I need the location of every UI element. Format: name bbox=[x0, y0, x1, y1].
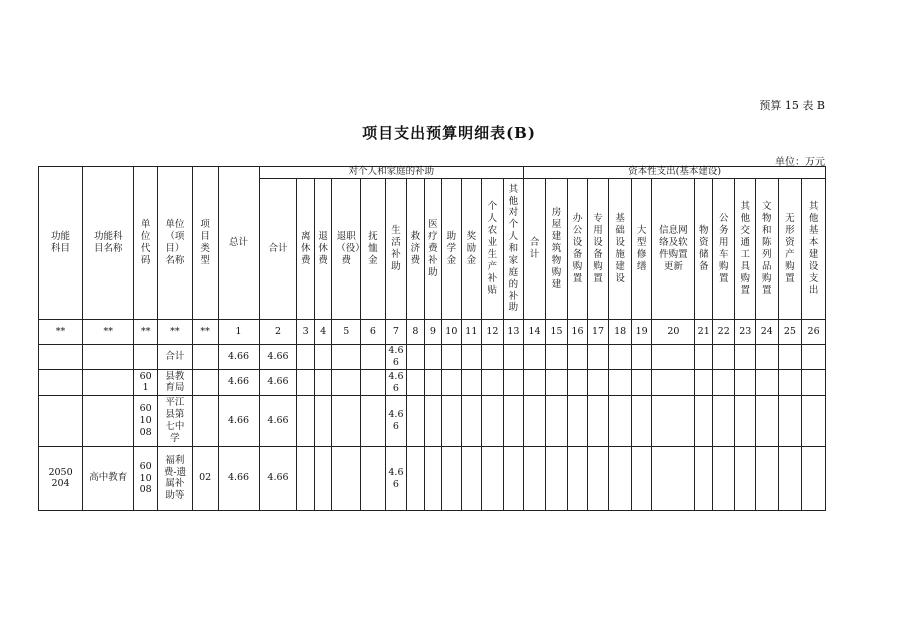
header-p-jiangli: 奖励金 bbox=[461, 179, 482, 320]
header-c-gongwu: 公务用车购置 bbox=[712, 179, 735, 320]
index-cell: ** bbox=[192, 320, 218, 345]
index-cell: 10 bbox=[442, 320, 461, 345]
cell-func: 2050204 bbox=[39, 447, 83, 511]
table-code: 预算 15 表 B bbox=[759, 99, 825, 112]
cell-p-shenghuo: 4.66 bbox=[385, 370, 407, 396]
cell-func-name bbox=[83, 396, 134, 447]
header-c-zhuanyong: 专用设备购置 bbox=[587, 179, 609, 320]
header-unit-code: 单位代码 bbox=[134, 167, 158, 320]
cell-p-total: 4.66 bbox=[259, 370, 297, 396]
index-cell: ** bbox=[157, 320, 192, 345]
header-c-jichu: 基础设施建设 bbox=[609, 179, 632, 320]
index-cell: 2 bbox=[259, 320, 297, 345]
cell-p-shenghuo: 4.66 bbox=[385, 345, 407, 370]
group-capital: 资本性支出(基本建设) bbox=[524, 167, 826, 179]
index-cell: ** bbox=[39, 320, 83, 345]
index-cell: 22 bbox=[712, 320, 735, 345]
cell-unit-name: 福利费-遗属补助等 bbox=[157, 447, 192, 511]
cell-func-name: 高中教育 bbox=[83, 447, 134, 511]
cell-func-name bbox=[83, 370, 134, 396]
index-cell: ** bbox=[134, 320, 158, 345]
header-p-fuxu: 抚恤金 bbox=[361, 179, 386, 320]
index-cell: 7 bbox=[385, 320, 407, 345]
index-cell: 26 bbox=[802, 320, 826, 345]
header-p-other: 其他对个人和家庭的补助 bbox=[503, 179, 524, 320]
index-cell: 13 bbox=[503, 320, 524, 345]
header-c-wuxing: 无形资产购置 bbox=[778, 179, 802, 320]
cell-p-total: 4.66 bbox=[259, 345, 297, 370]
header-c-total: 合计 bbox=[524, 179, 546, 320]
header-c-fangwu: 房屋建筑物购建 bbox=[545, 179, 568, 320]
cell-unit-name: 合计 bbox=[157, 345, 192, 370]
cell-func bbox=[39, 370, 83, 396]
cell-unit-code bbox=[134, 345, 158, 370]
index-cell: 6 bbox=[361, 320, 386, 345]
table-row bbox=[39, 447, 826, 511]
header-p-shenghuo: 生活补助 bbox=[385, 179, 407, 320]
index-cell: 18 bbox=[609, 320, 632, 345]
cell-total: 4.66 bbox=[218, 370, 259, 396]
index-cell: 1 bbox=[218, 320, 259, 345]
header-p-total: 合计 bbox=[259, 179, 297, 320]
cell-type bbox=[192, 396, 218, 447]
cell-total: 4.66 bbox=[218, 396, 259, 447]
index-cell: 24 bbox=[756, 320, 779, 345]
page-title: 项目支出预算明细表(B) bbox=[362, 124, 536, 142]
header-c-bangong: 办公设备购置 bbox=[568, 179, 587, 320]
cell-p-shenghuo: 4.66 bbox=[385, 396, 407, 447]
budget-table bbox=[38, 166, 826, 511]
cell-unit-code: 601 bbox=[134, 370, 158, 396]
header-proj-type: 项目类型 bbox=[192, 167, 218, 320]
index-cell: 15 bbox=[545, 320, 568, 345]
header-p-jiuji: 救济费 bbox=[407, 179, 424, 320]
cell-p-total: 4.66 bbox=[259, 396, 297, 447]
header-c-daxing: 大型修缮 bbox=[631, 179, 652, 320]
index-cell: 23 bbox=[735, 320, 756, 345]
cell-func bbox=[39, 396, 83, 447]
index-cell: 8 bbox=[407, 320, 424, 345]
index-cell: 20 bbox=[652, 320, 695, 345]
cell-unit-name: 县教育局 bbox=[157, 370, 192, 396]
index-cell: 3 bbox=[297, 320, 314, 345]
cell-p-shenghuo: 4.66 bbox=[385, 447, 407, 511]
cell-type: 02 bbox=[192, 447, 218, 511]
cell-unit-code: 601008 bbox=[134, 396, 158, 447]
header-total: 总计 bbox=[218, 167, 259, 320]
header-unit-name: 单位（项目）名称 bbox=[157, 167, 192, 320]
table-row bbox=[39, 370, 826, 396]
index-cell: 5 bbox=[332, 320, 361, 345]
index-cell: 11 bbox=[461, 320, 482, 345]
header-c-wenwu: 文物和陈列品购置 bbox=[756, 179, 779, 320]
header-p-zhuxue: 助学金 bbox=[442, 179, 461, 320]
index-cell: 17 bbox=[587, 320, 609, 345]
index-cell: 12 bbox=[482, 320, 504, 345]
unit-label: 单位：万元 bbox=[775, 157, 825, 168]
header-func-name: 功能科目名称 bbox=[83, 167, 134, 320]
header-p-nongye: 个人农业生产补贴 bbox=[482, 179, 504, 320]
index-cell: ** bbox=[83, 320, 134, 345]
cell-type bbox=[192, 345, 218, 370]
index-cell: 21 bbox=[695, 320, 712, 345]
header-p-tuixiu: 退休费 bbox=[314, 179, 331, 320]
header-c-wuzi: 物资储备 bbox=[695, 179, 712, 320]
header-func-subject: 功能科目 bbox=[39, 167, 83, 320]
group-personal: 对个人和家庭的补助 bbox=[259, 167, 524, 179]
cell-total: 4.66 bbox=[218, 447, 259, 511]
index-cell: 16 bbox=[568, 320, 587, 345]
index-cell: 25 bbox=[778, 320, 802, 345]
header-p-lixiu: 离休费 bbox=[297, 179, 314, 320]
cell-total: 4.66 bbox=[218, 345, 259, 370]
table-row bbox=[39, 345, 826, 370]
index-row bbox=[39, 320, 826, 345]
cell-func-name bbox=[83, 345, 134, 370]
cell-type bbox=[192, 370, 218, 396]
header-c-xinxi: 信息网络及软件购置更新 bbox=[652, 179, 695, 320]
cell-func bbox=[39, 345, 83, 370]
cell-p-total: 4.66 bbox=[259, 447, 297, 511]
index-cell: 9 bbox=[424, 320, 441, 345]
header-c-jiaotong: 其他交通工具购置 bbox=[735, 179, 756, 320]
cell-unit-name: 平江县第七中学 bbox=[157, 396, 192, 447]
header-p-tuizhi: 退职（役）费 bbox=[332, 179, 361, 320]
index-cell: 14 bbox=[524, 320, 546, 345]
header-p-yiliao: 医疗费补助 bbox=[424, 179, 441, 320]
table-row bbox=[39, 396, 826, 447]
index-cell: 19 bbox=[631, 320, 652, 345]
index-cell: 4 bbox=[314, 320, 331, 345]
header-c-other: 其他基本建设支出 bbox=[802, 179, 826, 320]
cell-unit-code: 601008 bbox=[134, 447, 158, 511]
